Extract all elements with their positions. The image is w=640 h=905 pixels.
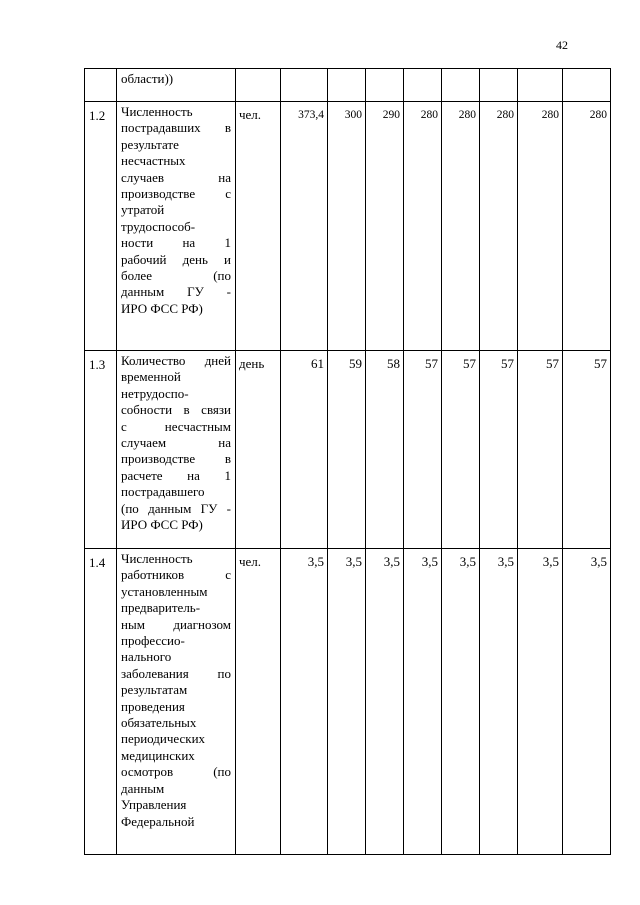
value-cell: 3,5 [442, 549, 480, 855]
unit-cell: день [236, 351, 281, 549]
value-cell: 280 [404, 102, 442, 351]
row-number: 1.3 [85, 351, 117, 549]
value-cell: 280 [442, 102, 480, 351]
row-number: 1.4 [85, 549, 117, 855]
value-cell: 3,5 [518, 549, 563, 855]
value-cell: 373,4 [281, 102, 328, 351]
value-cell: 57 [518, 351, 563, 549]
row-number: 1.2 [85, 102, 117, 351]
table-row [85, 69, 611, 102]
table-row [85, 102, 611, 351]
value-cell: 57 [404, 351, 442, 549]
indicator-description: Численность работников с установленным предваритель- ным диагнозом профессио- нального заболевания по результатам проведения обязательных периодических медицинских осмотров (по данным Управления Федеральной [117, 549, 236, 855]
value-cell: 57 [480, 351, 518, 549]
table-row [85, 351, 611, 549]
value-cell: 300 [328, 102, 366, 351]
value-cell: 57 [563, 351, 611, 549]
value-cell: 58 [366, 351, 404, 549]
value-cell: 280 [563, 102, 611, 351]
table-row [85, 549, 611, 855]
value-cell: 3,5 [404, 549, 442, 855]
value-cell: 57 [442, 351, 480, 549]
indicators-table [84, 68, 611, 855]
value-cell: 280 [518, 102, 563, 351]
value-cell: 290 [366, 102, 404, 351]
indicator-description: Количество дней временной нетрудоспо- собности в связи с несчастным случаем на производстве в расчете на 1 пострадавшего (по данным ГУ - ИРО ФСС РФ) [117, 351, 236, 549]
value-cell: 3,5 [366, 549, 404, 855]
value-cell: 3,5 [563, 549, 611, 855]
unit-cell: чел. [236, 549, 281, 855]
description-cell [117, 69, 236, 102]
page-number: 42 [556, 38, 568, 52]
unit-cell: чел. [236, 102, 281, 351]
continuation-text: области)) [121, 71, 174, 86]
value-cell: 59 [328, 351, 366, 549]
row-number-cell [85, 69, 117, 102]
value-cell: 61 [281, 351, 328, 549]
indicator-description: Численность пострадавших в результате несчастных случаев на производстве с утратой трудоспособ- ности на 1 рабочий день и более (по данным ГУ - ИРО ФСС РФ) [117, 102, 236, 351]
value-cell: 280 [480, 102, 518, 351]
value-cell: 3,5 [281, 549, 328, 855]
value-cell: 3,5 [328, 549, 366, 855]
value-cell: 3,5 [480, 549, 518, 855]
